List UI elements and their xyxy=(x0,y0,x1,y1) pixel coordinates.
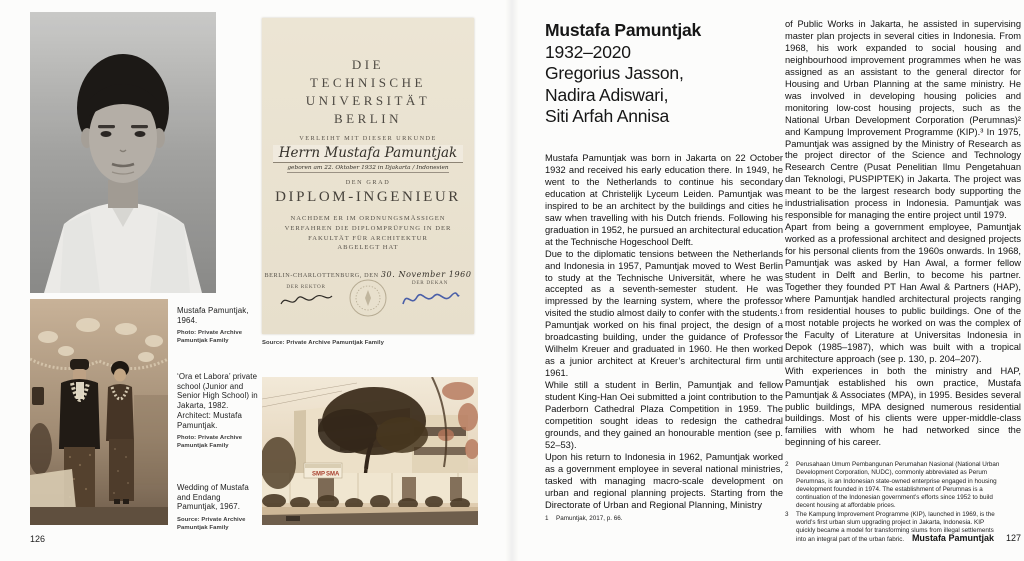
rektor-label: DER REKTOR xyxy=(286,284,326,290)
paragraph: With experiences in both the ministry and HAP, Pamuntjak established his own practice, Mustafa Pamuntjak & Associates (MPA), in 1995. Besides several public buildings, MPA designed numerous residential buildings. Most of his clients were upper-middle-class families with whom he had networked since the beginning of his career. xyxy=(785,365,1021,448)
school-sign-smp: SMP xyxy=(312,471,326,478)
school-photo-image xyxy=(262,377,478,525)
footnote-1 xyxy=(545,515,783,523)
page-number-left: 126 xyxy=(30,534,46,544)
caption-portrait-text: Mustafa Pamuntjak, 1964. xyxy=(177,306,249,325)
dekan-signature-block xyxy=(398,280,462,317)
body-column-2 xyxy=(785,19,1021,449)
wedding-photo xyxy=(30,299,168,525)
certificate-birth-line: geboren am 22. Oktober 1932 in Djakarta / Indonesien xyxy=(287,165,449,171)
caption-school-text: ‘Ora et Labora’ private school (Junior and Senior High School) in Jakarta, 1982. Architect: Mustafa Pamuntjak. xyxy=(177,372,258,430)
article-years: 1932–2020 xyxy=(545,41,631,62)
article-title: Mustafa Pamuntjak xyxy=(545,20,702,40)
handwritten-date: 30. November 1960 xyxy=(380,270,472,279)
paragraph: of Public Works in Jakarta, he assisted in supervising master plan projects in several cities in Indonesia. From 1968, his work expanded to social housing and neighbourhood improvement programmes when he was assigned as an assistant to the general director for Housing and Urban Planning at the same ministry. He was involved in developing housing policies and monitoring low-cost housing projects, such as the National Urban Development Corporation (Perumnas)² and Kampung Improvement Programme (KIP).³ In 1975, Pamuntjak was assigned by the Ministry of Research as the project director of the Science and Technology Research Centre (Pusat Penelitian Ilmu Pengetahuan dan Teknologi, PUSPIPTEK) in Jakarta. The project was meant to be the largest research body supporting the industrialisation process in Indonesia. Pamuntjak was responsible for managing the entire project until 1979. xyxy=(785,19,1021,221)
paragraph: Mustafa Pamuntjak was born in Jakarta on 22 October 1932 and received his early education there. In 1949, he went to the Netherlands to continue his secondary education at Christelijk Lyceum Leiden. Pamuntjak was inspired to be an architect by the buildings and cities he saw when travelling with his Dutch friends. Following his graduation in 1952, he pursued an architectural education at the Technische Hogeschool Delft. xyxy=(545,153,783,247)
author-name: Siti Arfah Annisa xyxy=(545,106,670,126)
footnote-number: 3 xyxy=(785,510,789,518)
caption-certificate xyxy=(262,340,462,347)
rektor-signature xyxy=(278,290,334,310)
clause-line: FAKULTÄT FÜR ARCHITEKTUR xyxy=(308,234,428,242)
certificate-clause xyxy=(262,214,474,253)
diploma-certificate xyxy=(262,18,474,334)
dekan-label: DER DEKAN xyxy=(411,280,449,286)
footnote-number: 2 xyxy=(785,461,789,468)
paragraph: Upon his return to Indonesia in 1962, Pamuntjak worked as a government employee in several national ministries, tasked with managing macro-scale development on urban and regional planning projects. Starting from the Directorate of Urban and Regional Planning, Ministry xyxy=(545,451,783,510)
caption-certificate-credit: Source: Private Archive Pamuntjak Family xyxy=(262,340,384,346)
stamp-seal-icon xyxy=(348,278,388,318)
page-footer-right xyxy=(721,533,1021,543)
caption-school-credit: Photo: Private Archive Pamuntjak Family xyxy=(177,435,243,449)
body-column-1 xyxy=(545,153,783,512)
caption-wedding-credit: Source: Private Archive Pamuntjak Family xyxy=(177,517,246,531)
caption-school xyxy=(177,372,261,450)
footer-running-title: Mustafa Pamuntjak xyxy=(911,533,994,543)
paragraph: Apart from being a government employee, Pamuntjak worked as a professional architect and designed projects for his personal clients from the 1960s onwards. In 1968, Pamuntjak was asked by Han Awal, a former fellow student in Delft and Berlin, to become his partner. Together they founded PT Han Awal & Partners (HAP), where Pamuntjak handled architectural projects ranging from residential houses to public buildings. One of the most notable projects he worked on was the complex of the Faculty of Literature at Universitas Indonesia in Depok (1985–1987), which was built with a tropical architecture approach (see p. 130, p. 204–207). xyxy=(785,222,1021,364)
paragraph: While still a student in Berlin, Pamuntjak and fellow student King-Han Oei submitted a joint contribution to the Paderborn Cathedral Plaza Competition in 1959. The competition sought ideas to redesign the cathedral grounds, and they gained an honourable mention (see p. 52–53). xyxy=(545,380,783,450)
institution-line: TECHNISCHE xyxy=(310,75,426,90)
school-sign xyxy=(304,463,342,478)
article-header xyxy=(545,20,795,128)
certificate-degree-intro: DEN GRAD xyxy=(345,179,391,186)
clause-line: VERFAHREN DIE DIPLOMPRÜFUNG IN DER xyxy=(284,224,452,232)
school-sign-sma: SMA xyxy=(326,471,340,478)
portrait-photo xyxy=(30,12,216,293)
caption-portrait-credit: Photo: Private Archive Pamuntjak Family xyxy=(177,330,243,344)
footnote-number: 1 xyxy=(545,515,549,522)
page-number-right: 127 xyxy=(1005,533,1021,543)
author-name: Nadira Adiswari, xyxy=(545,84,669,105)
footnote-text: The Kampung Improvement Programme (KIP), launched in 1969, is the world’s first urban slum upgrading project in Jakarta, Indonesia. KIP quickly became a model for transforming slums from illegal settlements into an integral part of the urban fabric. xyxy=(796,510,995,543)
place-date-label: BERLIN-CHARLOTTENBURG, DEN xyxy=(264,272,379,279)
university-stamp xyxy=(348,278,388,323)
institution-line: UNIVERSITÄT xyxy=(305,93,431,108)
institution-line: DIE xyxy=(351,57,385,72)
school-photo xyxy=(262,377,478,525)
footnotes-column-2 xyxy=(785,461,1021,544)
caption-wedding xyxy=(177,483,261,532)
institution-line: BERLIN xyxy=(334,111,402,126)
wedding-photo-image xyxy=(30,299,168,525)
certificate-degree: DIPLOM-INGENIEUR xyxy=(275,189,461,205)
footnote-text: Pamuntjak, 2017, p. 66. xyxy=(556,515,623,522)
certificate-confer-line: VERLEIHT MIT DIESER URKUNDE xyxy=(299,135,437,142)
certificate-institution xyxy=(262,56,474,128)
caption-wedding-text: Wedding of Mustafa and Endang Pamuntjak, 1967. xyxy=(177,483,249,512)
caption-portrait xyxy=(177,306,261,345)
clause-line: ABGELEGT HAT xyxy=(337,244,399,252)
footnote-text: Perusahaan Umum Pembangunan Perumahan Nasional (National Urban Development Corporation, NUDC), commonly abbreviated as Perum Perumnas, is an Indonesian state-owned enterprise engaged in housing development founded in 1974. The establishment of Perumnas is a continuation of the Indonesian government’s efforts since 1952 to build decent housing at affordable prices. xyxy=(796,461,1000,510)
portrait-photo-image xyxy=(30,12,216,293)
clause-line: NACHDEM ER IM ORDNUNGSMÄSSIGEN xyxy=(290,215,446,222)
dekan-signature xyxy=(399,286,461,312)
footnote-2 xyxy=(785,461,1021,511)
paragraph: Due to the diplomatic tensions between the Netherlands and Indonesia in 1957, Pamuntjak moved to West Berlin to study at the Technische Universität, where he was accepted as a seventh-semester student. He was impressed by the learning system, where the professor visited the studio almost daily to confer with the students.¹ Pamuntjak worked on his final project, the design of a broadcasting building, under the guidance of Professor Wilhelm Kreuer and graduated in 1960. He then worked as a junior architect at Kreuer’s architectural firm until 1961. xyxy=(545,248,783,379)
rektor-signature-block xyxy=(276,284,336,315)
certificate-recipient: Herrn Mustafa Pamuntjak xyxy=(262,145,474,163)
author-name: Gregorius Jasson, xyxy=(545,63,684,83)
